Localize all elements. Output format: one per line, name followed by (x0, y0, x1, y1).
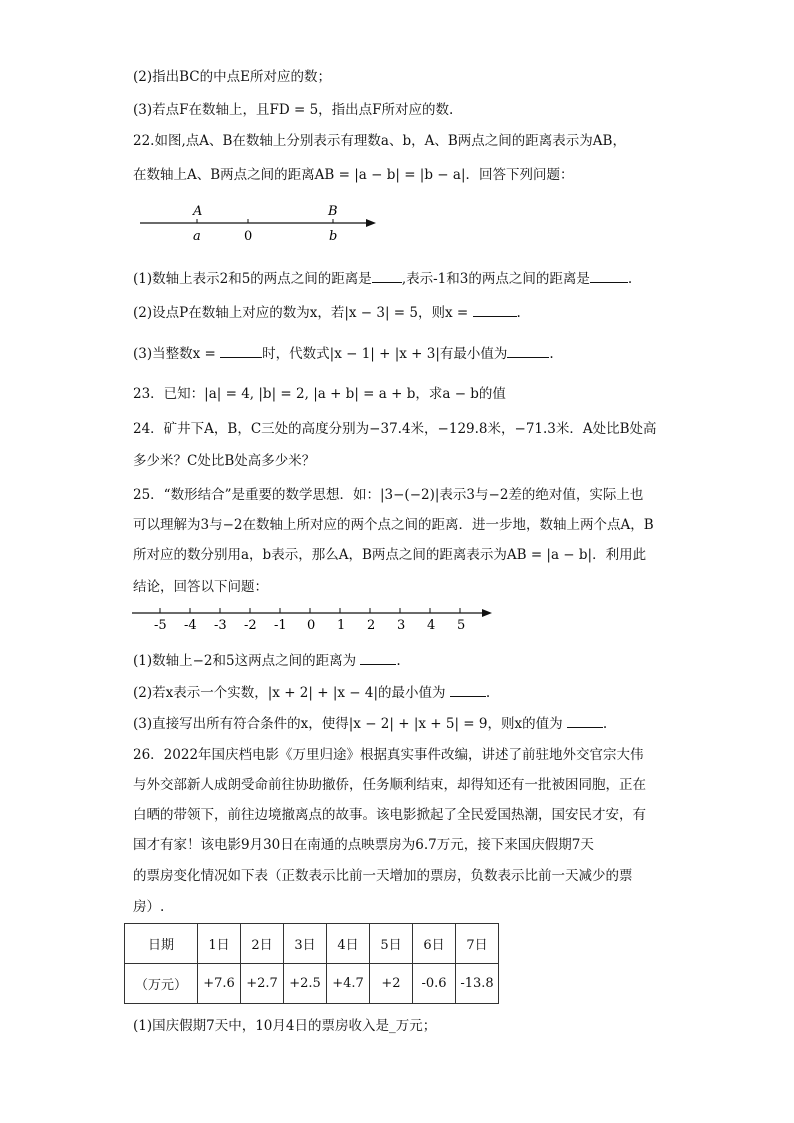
table-cell: +4.7 (327, 964, 370, 1004)
table-cell: 5日 (370, 924, 413, 964)
tick-label: 5 (457, 618, 466, 633)
axis-arrow (366, 219, 376, 227)
label-A: A (193, 204, 203, 219)
question-23: 23．已知：|a| = 4, |b| = 2, |a + b| = a + b，求a − b的值 (133, 386, 506, 402)
table-cell: -13.8 (456, 964, 499, 1004)
question-26-stem: 26．2022年国庆档电影《万里归途》根据真实事件改编，讲述了前驻地外交官宗大伟 (133, 747, 644, 763)
tick-label: -1 (274, 618, 287, 633)
question-22-stem: 22.如图,点A、B在数轴上分别表示有理数a、b，A、B两点之间的距离表示为AB， (133, 133, 626, 149)
question-26-part1: (1)国庆假期7天中，10月4日的票房收入是_万元； (133, 1018, 437, 1034)
tick-label: 3 (397, 618, 406, 633)
tick-label: 1 (337, 618, 346, 633)
answer-blank (360, 650, 396, 665)
table-cell: 1日 (198, 924, 241, 964)
table-cell: +7.6 (198, 964, 241, 1004)
table-cell: +2.7 (241, 964, 284, 1004)
question-22-part2: (2)设点P在数轴上对应的数为x，若|x − 3| = 5，则x = . (133, 302, 521, 322)
question-25-stem-cont3: 结论，回答以下问题： (133, 579, 268, 595)
answer-blank (473, 302, 517, 317)
question-25-stem: 25．“数形结合”是重要的数学思想．如：|3−(−2)|表示3与−2差的绝对值，实际上也 (133, 487, 644, 503)
label-b: b (329, 229, 338, 244)
tick-label: 0 (307, 618, 316, 633)
tick-label: -3 (214, 618, 227, 633)
tick-label: 2 (367, 618, 376, 633)
table-header-row (125, 924, 499, 964)
question-26-stem-cont2: 白晒的带领下，前往边境撤离点的故事。该电影掀起了全民爱国热潮，国安民才安，有 (133, 807, 646, 823)
table-cell: +2 (370, 964, 413, 1004)
table-cell: 4日 (327, 924, 370, 964)
number-line-diagram-2 (130, 603, 500, 633)
answer-blank (220, 343, 262, 358)
table-cell: （万元） (125, 964, 198, 1004)
tick-label: -2 (244, 618, 257, 633)
label-B: B (328, 204, 338, 219)
question-21-part2: (2)指出BC的中点E所对应的数； (133, 69, 331, 85)
question-26-stem-cont3: 国才有家！该电影9月30日在南通的点映票房为6.7万元，接下来国庆假期7天 (133, 837, 594, 853)
label-a: a (193, 229, 201, 244)
question-25-stem-cont2: 所对应的数分别用a，b表示，那么A，B两点之间的距离表示为AB = |a − b|．利用此 (133, 547, 647, 563)
question-26-stem-cont4: 的票房变化情况如下表（正数表示比前一天增加的票房，负数表示比前一天减少的票 (133, 868, 633, 884)
answer-blank (450, 682, 486, 697)
answer-blank (590, 268, 628, 283)
table-cell: -0.6 (413, 964, 456, 1004)
table-cell: 7日 (456, 924, 499, 964)
question-22-part3: (3)当整数x = 时，代数式|x − 1| + |x + 3|有最小值为 . (133, 343, 554, 363)
axis-arrow (482, 609, 492, 617)
question-26-stem-cont1: 与外交部新人成朗受命前往协助撤侨，任务顺利结束，却得知还有一批被困同胞，正在 (133, 777, 646, 793)
box-office-table (124, 923, 499, 1004)
label-0: 0 (244, 229, 253, 244)
question-22-part1: (1)数轴上表示2和5的两点之间的距离是 ,表示-1和3的两点之间的距离是 . (133, 268, 632, 288)
tick-label: 4 (427, 618, 436, 633)
table-cell: 6日 (413, 924, 456, 964)
table-cell: 3日 (284, 924, 327, 964)
number-line-diagram-1 (130, 200, 390, 246)
question-25-part2: (2)若x表示一个实数，|x + 2| + |x − 4|的最小值为 . (133, 682, 490, 702)
answer-blank (372, 268, 402, 283)
question-24-cont: 多少米？C处比B处高多少米？ (133, 453, 316, 469)
table-cell: 2日 (241, 924, 284, 964)
table-cell: 日期 (125, 924, 198, 964)
question-21-part3: (3)若点F在数轴上，且FD = 5，指出点F所对应的数. (133, 102, 454, 118)
tick-label: -4 (184, 618, 197, 633)
question-24: 24．矿井下A，B，C三处的高度分别为−37.4米，−129.8米，−71.3米．A处比B处高 (133, 421, 657, 437)
question-25-part3: (3)直接写出所有符合条件的x，使得|x − 2| + |x + 5| = 9，则x的值为 . (133, 713, 607, 733)
question-25-stem-cont1: 可以理解为3与−2在数轴上所对应的两个点之间的距离．进一步地，数轴上两个点A，B (133, 517, 654, 533)
answer-blank (507, 343, 549, 358)
question-26-stem-cont5: 房）. (133, 899, 165, 915)
question-25-part1: (1)数轴上−2和5这两点之间的距离为 . (133, 650, 401, 670)
table-cell: +2.5 (284, 964, 327, 1004)
table-row (125, 964, 499, 1004)
answer-blank (567, 713, 603, 728)
tick-label: -5 (154, 618, 167, 633)
question-22-stem-cont: 在数轴上A、B两点之间的距离AB = |a − b| = |b − a|．回答下列问题： (133, 167, 574, 183)
